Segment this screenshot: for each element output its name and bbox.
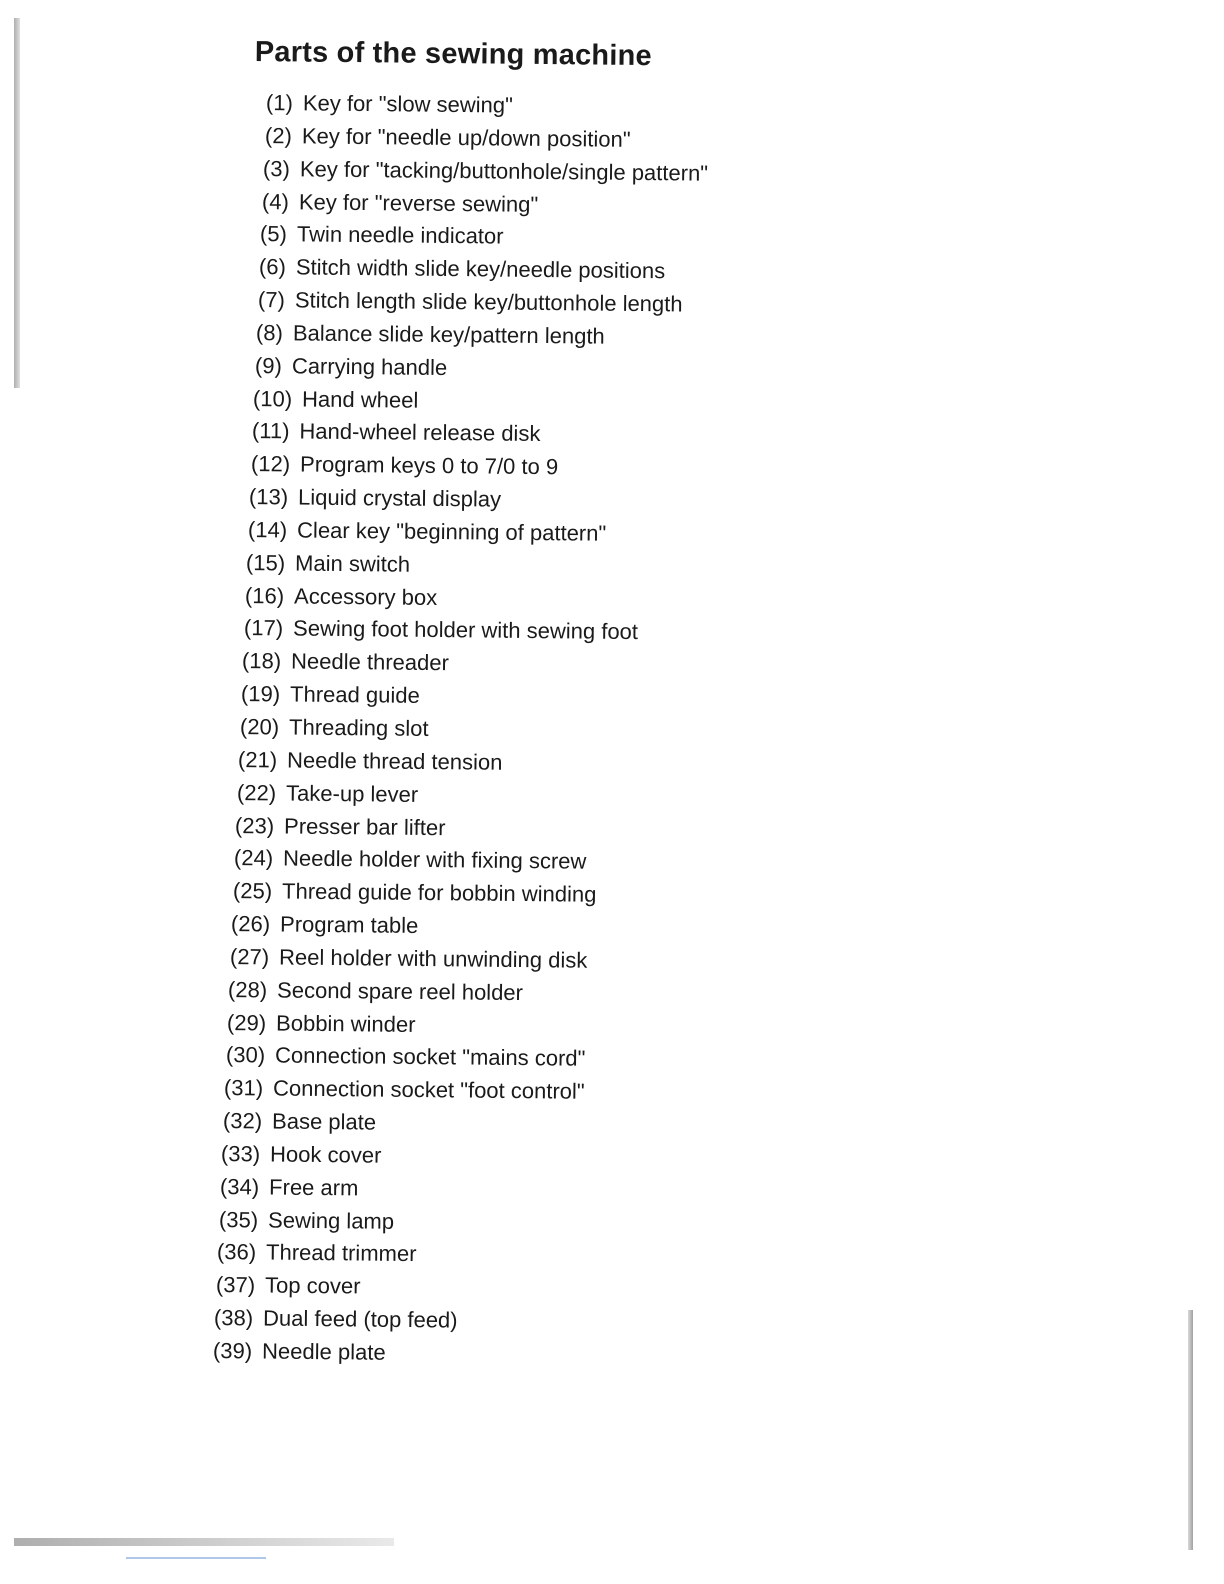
part-number: (38) <box>214 1305 254 1331</box>
part-label: Needle plate <box>261 1338 386 1365</box>
part-number: (16) <box>244 582 285 609</box>
page-title: Parts of the sewing machine <box>254 36 652 73</box>
part-number: (18) <box>242 648 282 674</box>
part-label: Reel holder with unwinding disk <box>278 944 588 973</box>
part-label: Take-up lever <box>285 780 419 807</box>
part-number: (29) <box>226 1009 267 1035</box>
part-number: (21) <box>237 746 278 773</box>
part-item <box>227 1010 416 1038</box>
part-item <box>214 1305 458 1334</box>
part-label: Key for "slow sewing" <box>302 90 514 118</box>
part-label: Threading slot <box>288 714 429 741</box>
part-label: Connection socket "foot control" <box>273 1075 585 1105</box>
part-label: Needle threader <box>291 648 450 676</box>
part-number: (14) <box>247 516 288 543</box>
part-label: Thread guide <box>289 681 420 709</box>
part-number: (7) <box>257 287 285 313</box>
part-number: (5) <box>260 221 288 247</box>
part-label: Liquid crystal display <box>298 484 502 512</box>
part-label: Key for "needle up/down position" <box>301 123 631 152</box>
part-item <box>246 550 410 578</box>
part-item <box>224 1075 585 1105</box>
part-item <box>253 386 419 414</box>
part-number: (17) <box>243 615 283 641</box>
part-number: (37) <box>215 1272 256 1298</box>
part-number: (12) <box>250 451 290 477</box>
part-item <box>259 254 665 284</box>
part-number: (33) <box>221 1140 261 1167</box>
part-item <box>228 977 523 1006</box>
part-label: Carrying handle <box>291 353 448 380</box>
part-item <box>220 1174 359 1201</box>
part-number: (6) <box>258 254 287 280</box>
part-label: Dual feed (top feed) <box>263 1305 459 1333</box>
part-number: (36) <box>217 1239 257 1265</box>
part-number: (2) <box>264 122 292 149</box>
part-number: (25) <box>232 878 272 904</box>
part-label: Program table <box>280 911 419 939</box>
part-item <box>242 648 449 676</box>
part-item <box>239 714 428 742</box>
part-label: Second spare reel holder <box>277 977 524 1005</box>
part-label: Stitch length slide key/buttonhole length <box>294 287 683 317</box>
part-label: Top cover <box>264 1272 361 1299</box>
part-label: Accessory box <box>294 583 438 610</box>
part-label: Twin needle indicator <box>297 221 505 249</box>
part-number: (26) <box>230 911 271 937</box>
part-item <box>230 944 588 974</box>
part-item <box>245 583 437 611</box>
part-label: Program keys 0 to 7/0 to 9 <box>299 451 558 480</box>
part-label: Stitch width slide key/needle positions <box>295 254 666 284</box>
part-item <box>238 747 503 776</box>
part-number: (22) <box>236 779 276 806</box>
part-item <box>216 1272 361 1300</box>
part-label: Hand-wheel release disk <box>299 418 541 447</box>
part-label: Connection socket "mains cord" <box>274 1042 586 1072</box>
part-number: (4) <box>261 188 289 214</box>
part-number: (34) <box>219 1173 260 1200</box>
part-label: Presser bar lifter <box>284 813 446 840</box>
part-item <box>255 353 447 381</box>
part-number: (1) <box>265 90 294 116</box>
scan-artifact-line <box>126 1557 266 1559</box>
scan-shadow-right <box>1188 1310 1193 1550</box>
part-item <box>263 156 708 187</box>
part-item <box>225 1042 585 1072</box>
part-item <box>223 1108 376 1136</box>
part-label: Thread trimmer <box>266 1239 417 1267</box>
part-item <box>213 1338 386 1366</box>
part-label: Free arm <box>268 1174 359 1201</box>
part-label: Thread guide for bobbin winding <box>281 878 597 908</box>
part-item <box>244 615 638 645</box>
part-number: (11) <box>251 418 290 444</box>
part-number: (30) <box>225 1042 265 1068</box>
part-item <box>252 418 541 447</box>
part-number: (19) <box>240 681 281 707</box>
part-number: (9) <box>254 352 282 379</box>
part-item <box>248 517 607 547</box>
part-item <box>251 451 558 480</box>
part-item <box>256 320 605 350</box>
part-item <box>257 287 682 317</box>
part-item <box>249 484 501 513</box>
part-label: Hook cover <box>270 1141 382 1168</box>
part-item <box>264 123 630 153</box>
part-number: (31) <box>224 1075 264 1101</box>
part-item <box>237 780 418 808</box>
part-item <box>241 681 420 709</box>
part-label: Sewing lamp <box>267 1207 394 1234</box>
part-item <box>234 845 587 875</box>
part-number: (32) <box>222 1108 263 1134</box>
part-item <box>221 1141 382 1169</box>
part-item <box>266 90 513 119</box>
part-number: (20) <box>239 714 279 740</box>
part-number: (35) <box>218 1206 258 1233</box>
part-item <box>232 878 596 908</box>
scan-shadow-bottom <box>14 1538 394 1546</box>
part-item <box>260 221 504 250</box>
part-number: (15) <box>246 549 286 576</box>
part-item <box>235 813 446 841</box>
part-label: Sewing foot holder with sewing foot <box>292 615 638 645</box>
part-number: (28) <box>228 976 268 1003</box>
part-item <box>262 189 539 218</box>
part-label: Base plate <box>271 1108 376 1135</box>
part-number: (24) <box>233 845 274 871</box>
part-label: Hand wheel <box>302 386 419 413</box>
part-label: Main switch <box>295 550 411 577</box>
part-label: Key for "tacking/buttonhole/single pattern" <box>299 156 709 186</box>
part-label: Clear key "beginning of pattern" <box>296 517 607 546</box>
part-number: (8) <box>256 319 284 346</box>
part-number: (3) <box>263 155 291 181</box>
part-item <box>218 1207 393 1235</box>
part-label: Balance slide key/pattern length <box>292 320 606 349</box>
part-number: (13) <box>249 484 289 510</box>
part-label: Needle thread tension <box>287 747 503 775</box>
part-number: (23) <box>235 812 275 838</box>
part-number: (39) <box>212 1338 253 1364</box>
part-number: (10) <box>253 385 293 411</box>
part-number: (27) <box>229 943 269 970</box>
part-item <box>231 911 419 939</box>
part-label: Key for "reverse sewing" <box>298 188 539 217</box>
scan-shadow-left <box>14 18 20 388</box>
part-label: Needle holder with fixing screw <box>282 845 587 875</box>
part-item <box>217 1239 417 1267</box>
part-label: Bobbin winder <box>275 1010 416 1037</box>
